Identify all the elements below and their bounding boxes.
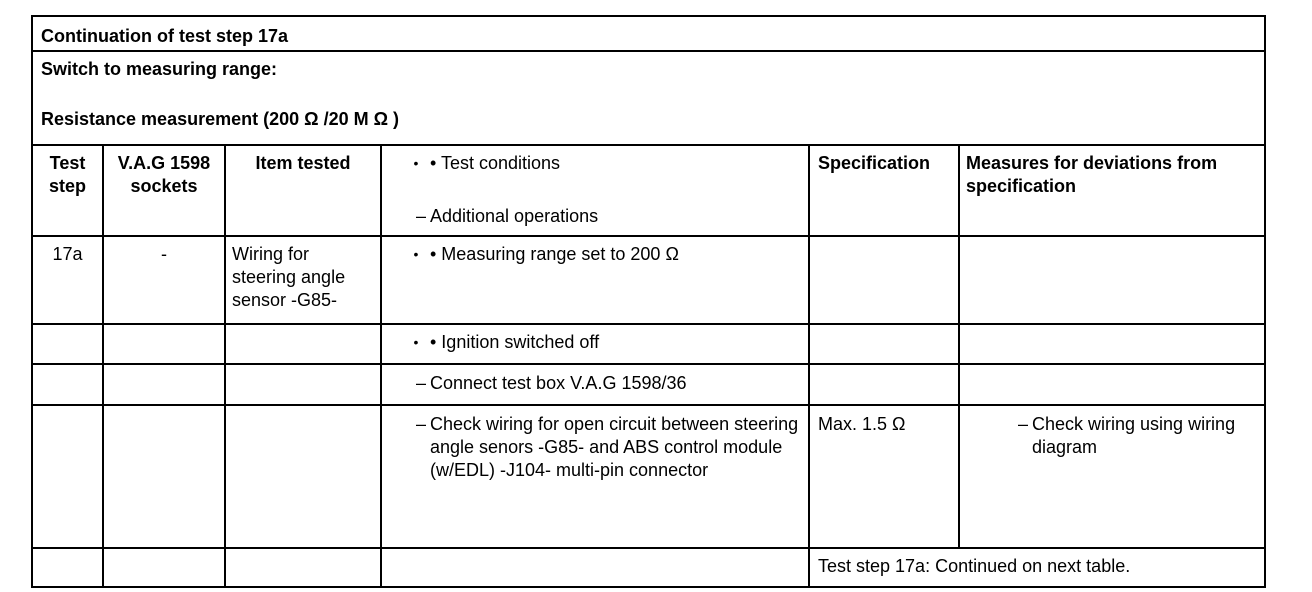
col-specification: Specification	[809, 145, 959, 236]
row-condition: • Measuring range set to 200 Ω	[430, 244, 679, 264]
continued-note: Test step 17a: Continued on next table.	[809, 548, 1265, 587]
list-item	[1017, 413, 1260, 459]
row-test-step	[32, 364, 103, 405]
row-specification	[809, 236, 959, 324]
list-item	[413, 152, 804, 175]
row-operation: Connect test box V.A.G 1598/36	[430, 373, 687, 393]
list-item	[415, 372, 804, 395]
col-test-step: Test step	[32, 145, 103, 236]
dash-icon: –	[415, 373, 426, 393]
bullet-icon: •	[413, 334, 419, 350]
row-sockets: -	[103, 236, 225, 324]
resistance-range-label: Resistance measurement (200 Ω /20 M Ω )	[41, 109, 400, 129]
row-operation-cell	[381, 548, 809, 587]
row-item-tested	[225, 324, 381, 364]
row-measure-cell	[959, 405, 1265, 548]
table-title: Continuation of test step 17a	[41, 26, 289, 46]
row-specification: Max. 1.5 Ω	[809, 405, 959, 548]
row-specification	[809, 364, 959, 405]
dash-icon: –	[415, 206, 426, 226]
col-measures: Measures for deviations from specification	[959, 145, 1265, 236]
test-step-table	[31, 15, 1266, 588]
row-measure: Check wiring using wiring diagram	[1032, 414, 1236, 457]
dash-icon: –	[1017, 414, 1028, 434]
row-test-step	[32, 548, 103, 587]
row-operation-cell	[381, 364, 809, 405]
row-condition-cell	[381, 324, 809, 364]
row-item-tested	[225, 548, 381, 587]
table-row	[32, 548, 1265, 587]
row-sockets	[103, 548, 225, 587]
column-header-row	[32, 145, 1265, 236]
measuring-range-cell	[32, 51, 1265, 145]
bullet-icon: •	[413, 155, 419, 171]
row-test-step	[32, 405, 103, 548]
row-test-step: 17a	[32, 236, 103, 324]
col-sockets: V.A.G 1598 sockets	[103, 145, 225, 236]
row-item-tested	[225, 405, 381, 548]
row-operation-cell	[381, 405, 809, 548]
table-row	[32, 364, 1265, 405]
table-row	[32, 405, 1265, 548]
row-sockets	[103, 364, 225, 405]
bullet-icon: •	[413, 246, 419, 262]
row-condition-cell	[381, 236, 809, 324]
row-measure	[959, 364, 1265, 405]
row-measure	[959, 236, 1265, 324]
list-item	[415, 413, 804, 482]
col-item-tested: Item tested	[225, 145, 381, 236]
row-condition: • Ignition switched off	[430, 332, 600, 352]
row-operation: Check wiring for open circuit between steering angle senors -G85- and ABS control module (w/EDL) -J104- multi-pin connector	[430, 414, 799, 480]
row-measure	[959, 324, 1265, 364]
list-item	[413, 331, 804, 354]
test-step-document	[31, 15, 1264, 584]
table-row	[32, 236, 1265, 324]
switch-range-label: Switch to measuring range:	[41, 59, 278, 79]
row-sockets	[103, 324, 225, 364]
col-conditions	[381, 145, 809, 236]
table-row	[32, 324, 1265, 364]
col-additional-operations-label: Additional operations	[430, 206, 599, 226]
table-title-cell	[32, 16, 1265, 51]
row-test-step	[32, 324, 103, 364]
list-item	[415, 205, 804, 228]
list-item	[413, 243, 804, 266]
row-item-tested	[225, 364, 381, 405]
row-sockets	[103, 405, 225, 548]
dash-icon: –	[415, 414, 426, 434]
row-specification	[809, 324, 959, 364]
col-test-conditions-label: • Test conditions	[430, 153, 561, 173]
row-item-tested: Wiring for steering angle sensor -G85-	[225, 236, 381, 324]
